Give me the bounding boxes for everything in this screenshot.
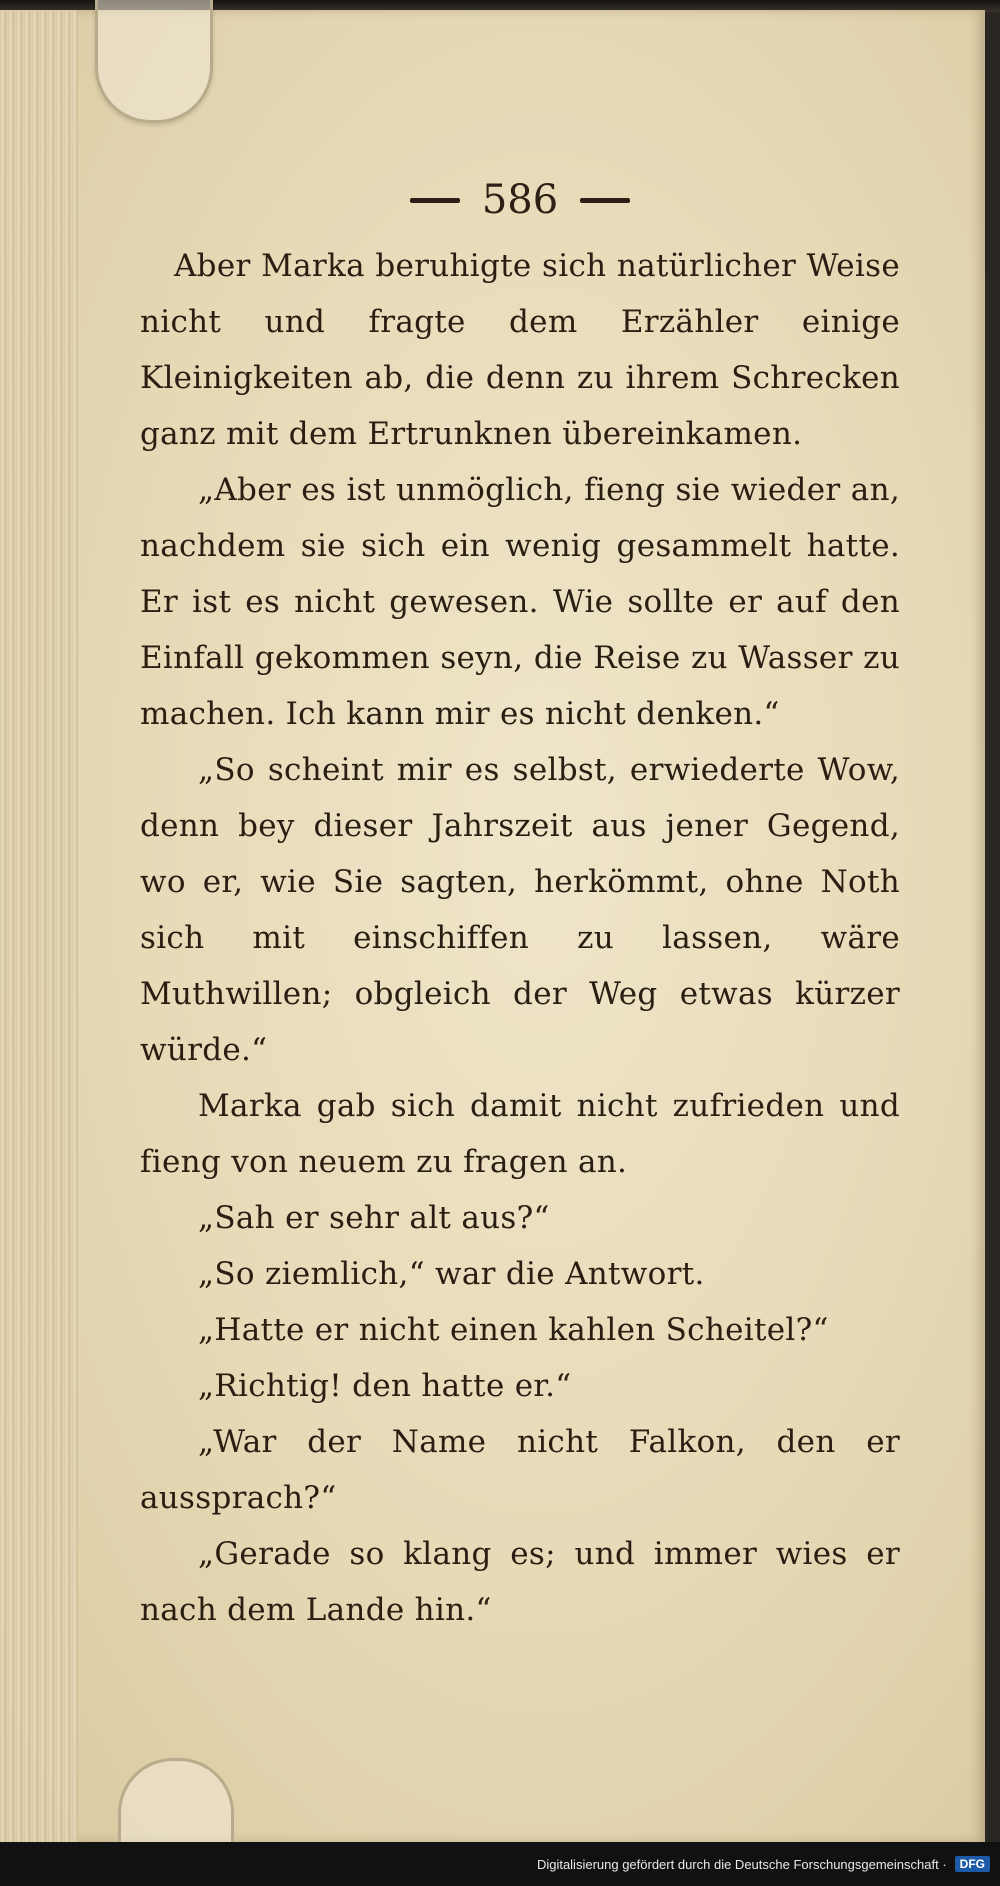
page-edges [0, 10, 78, 1842]
clip-bottom [118, 1758, 234, 1851]
paragraph: „Hatte er nicht einen kahlen Scheitel?“ [198, 1312, 829, 1348]
paragraph: „Richtig! den hatte er.“ [198, 1368, 572, 1404]
paragraph: Marka gab sich damit nicht zufrieden und fieng von neuem zu fragen an. [140, 1088, 900, 1180]
paragraph: „War der Name nicht Falkon, den er aussprach?“ [140, 1424, 900, 1516]
paragraph: „So ziemlich,“ war die Antwort. [198, 1256, 705, 1292]
footer-bar [0, 1842, 1000, 1886]
paragraph: „Gerade so klang es; und immer wies er nach dem Lande hin.“ [140, 1536, 900, 1628]
header-dash-left [410, 198, 460, 203]
clip-top [95, 0, 213, 123]
digitization-credit: Digitalisierung gefördert durch die Deutsche Forschungsgemeinschaft · [536, 1856, 947, 1872]
dfg-logo: DFG [955, 1856, 990, 1872]
paragraph: „Sah er sehr alt aus?“ [198, 1200, 550, 1236]
paragraph: Aber Marka beruhigte sich natürlicher Weise nicht und fragte dem Erzähler einige Kleinigkeiten ab, die denn zu ihrem Schrecken ganz mit dem Ertrunknen übereinkamen. [140, 248, 900, 452]
body-text [140, 238, 900, 1638]
paragraph: „Aber es ist unmöglich, fieng sie wieder an, nachdem sie sich ein wenig gesammelt hatte. Er ist es nicht gewesen. Wie sollte er auf den Einfall gekommen seyn, die Reise zu Wasser zu machen. Ich kann mir es nicht denken.“ [140, 472, 900, 732]
page-number: 586 [481, 177, 559, 223]
header-dash-right [580, 198, 630, 203]
paragraph: „So scheint mir es selbst, erwiederte Wow, denn bey dieser Jahrszeit aus jener Gegend, wo er, wie Sie sagten, herkömmt, ohne Noth sich mit einschiffen zu lassen, wäre Muthwillen; obgleich der Weg etwas kürzer würde.“ [140, 752, 900, 1068]
page-header [380, 170, 660, 230]
